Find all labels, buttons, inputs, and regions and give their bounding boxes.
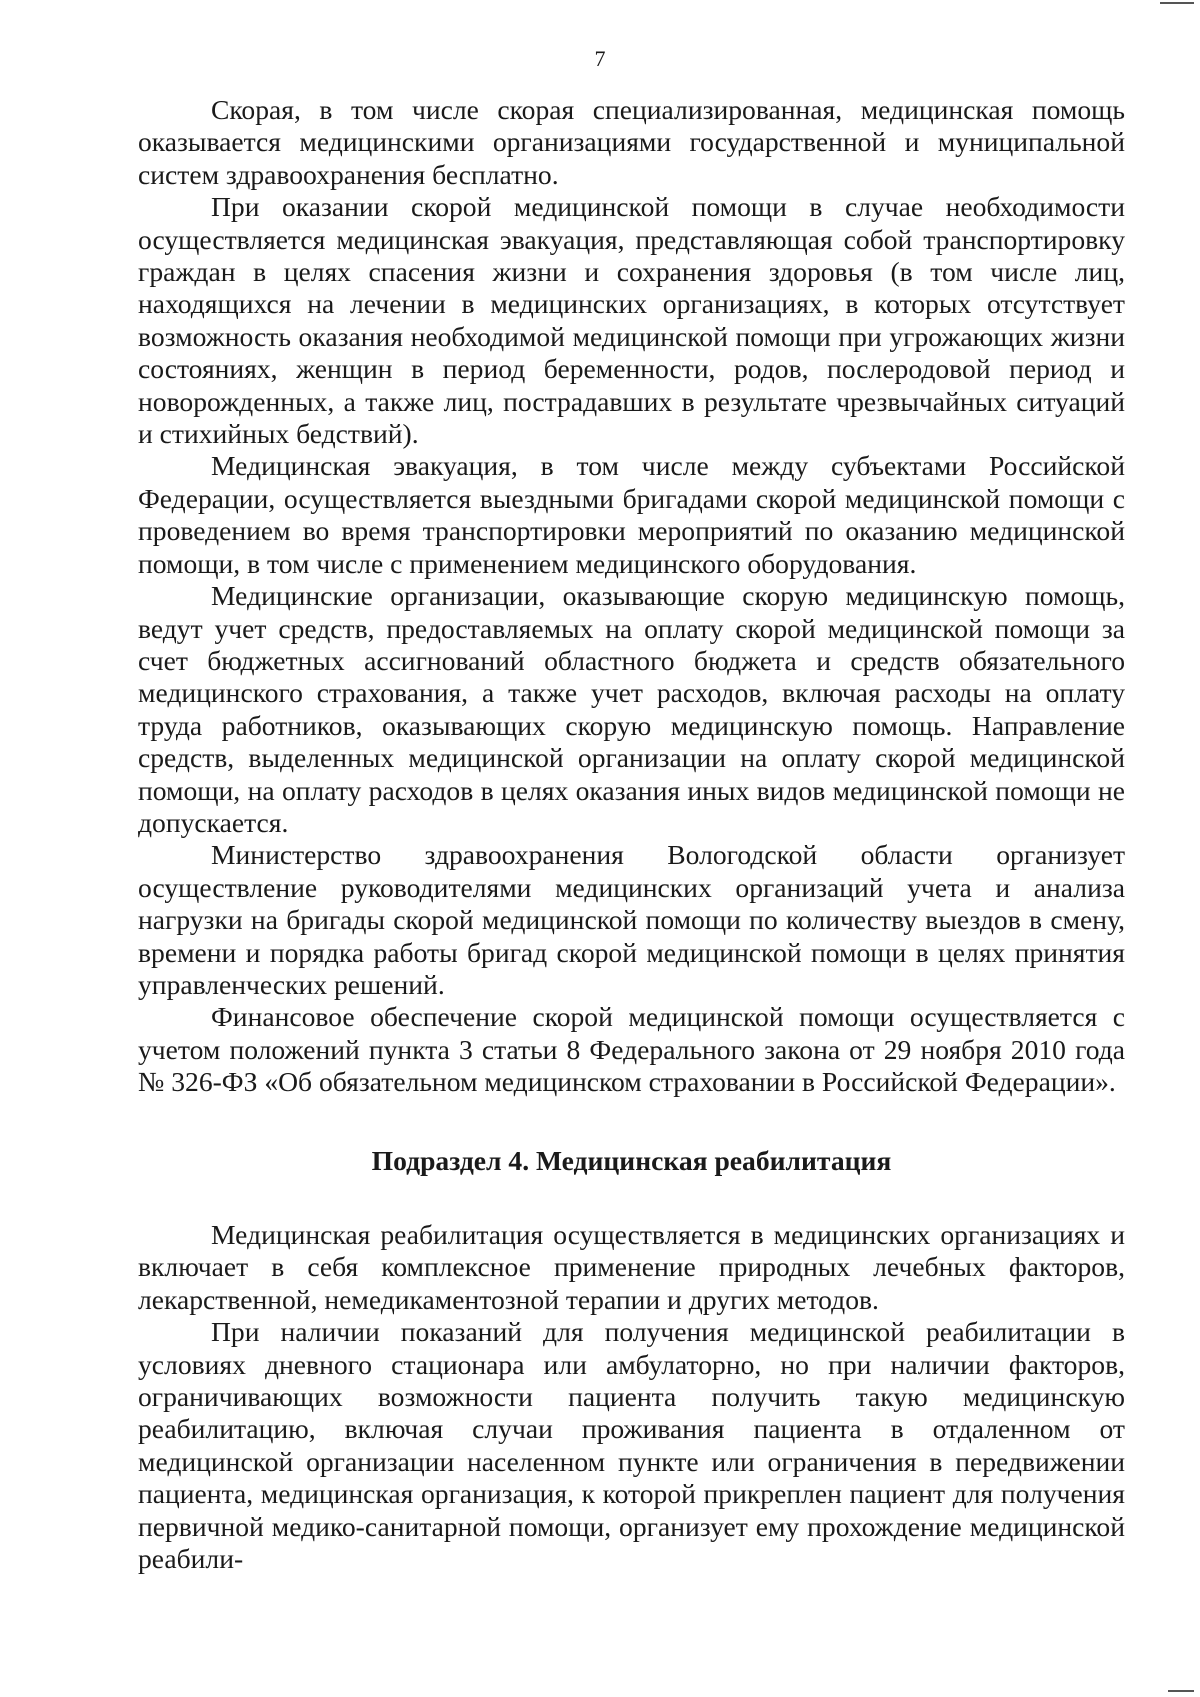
paragraph: Медицинская эвакуация, в том числе между субъектами Российской Федерации, осуществляется выездными бригадами скорой медицинской помощи с проведением во время транспортировки мероприятий по оказанию медицинской помощи, в том числе с применением медицинского оборудования. <box>138 450 1125 579</box>
paragraph: Министерство здравоохранения Вологодской области организует осуществление руководителями медицинских организаций учета и анализа нагрузки на бригады скорой медицинской помощи по количеству выездов в смену, времени и порядка работы бригад скорой медицинской помощи в целях принятия управленческих решений. <box>138 839 1125 1000</box>
paragraph: При оказании скорой медицинской помощи в случае необходимости осуществляется медицинская эвакуация, представляющая собой транспортировку граждан в целях спасения жизни и сохранения здоровья (в том числе лиц, находящихся на лечении в медицинских организациях, в которых отсутствует возможность оказания необходимой медицинской помощи при угрожающих жизни состояниях, женщин в период беременности, родов, послеродовой период и новорожденных, а также лиц, пострадавших в результате чрезвычайных ситуаций и стихийных бедствий). <box>138 191 1125 450</box>
page-number: 7 <box>594 46 606 71</box>
paragraph: Финансовое обеспечение скорой медицинской помощи осуществляется с учетом положений пункта 3 статьи 8 Федерального закона от 29 ноября 2010 года № 326-ФЗ «Об обязательном медицинском страховании в Российской Федерации». <box>138 1001 1125 1098</box>
scan-edge-mark-bottom <box>1168 1690 1194 1692</box>
paragraph: Медицинская реабилитация осуществляется в медицинских организациях и включает в себя комплексное применение природных лечебных факторов, лекарственной, немедикаментозной терапии и других методов. <box>138 1219 1125 1315</box>
paragraph: Медицинские организации, оказывающие скорую медицинскую помощь, ведут учет средств, предоставляемых на оплату скорой медицинской помощи за счет бюджетных ассигнований областного бюджета и средств обязательного медицинского страхования, а также учет расходов, включая расходы на оплату труда работников, оказывающих скорую медицинскую помощь. Направление средств, выделенных медицинской организации на оплату скорой медицинской помощи, на оплату расходов в целях оказания иных видов медицинской помощи не допускается. <box>138 580 1125 838</box>
document-body <box>138 94 1125 1575</box>
paragraph: При наличии показаний для получения медицинской реабилитации в условиях дневного стационара или амбулаторно, но при наличии факторов, ограничивающих возможности пациента получить такую медицинскую реабилитацию, включая случаи проживания пациента в отдаленном от медицинской организации населенном пункте или ограничения в передвижении пациента, медицинская организация, к которой прикреплен пациент для получения первичной медико-санитарной помощи, организует ему прохождение медицинской реабили- <box>138 1316 1125 1575</box>
subsection-heading: Подраздел 4. Медицинская реабилитация <box>371 1144 892 1176</box>
paragraph: Скорая, в том числе скорая специализированная, медицинская помощь оказывается медицинскими организациями государственной и муниципальной систем здравоохранения бесплатно. <box>138 94 1125 190</box>
scan-edge-mark-top <box>1160 2 1194 4</box>
